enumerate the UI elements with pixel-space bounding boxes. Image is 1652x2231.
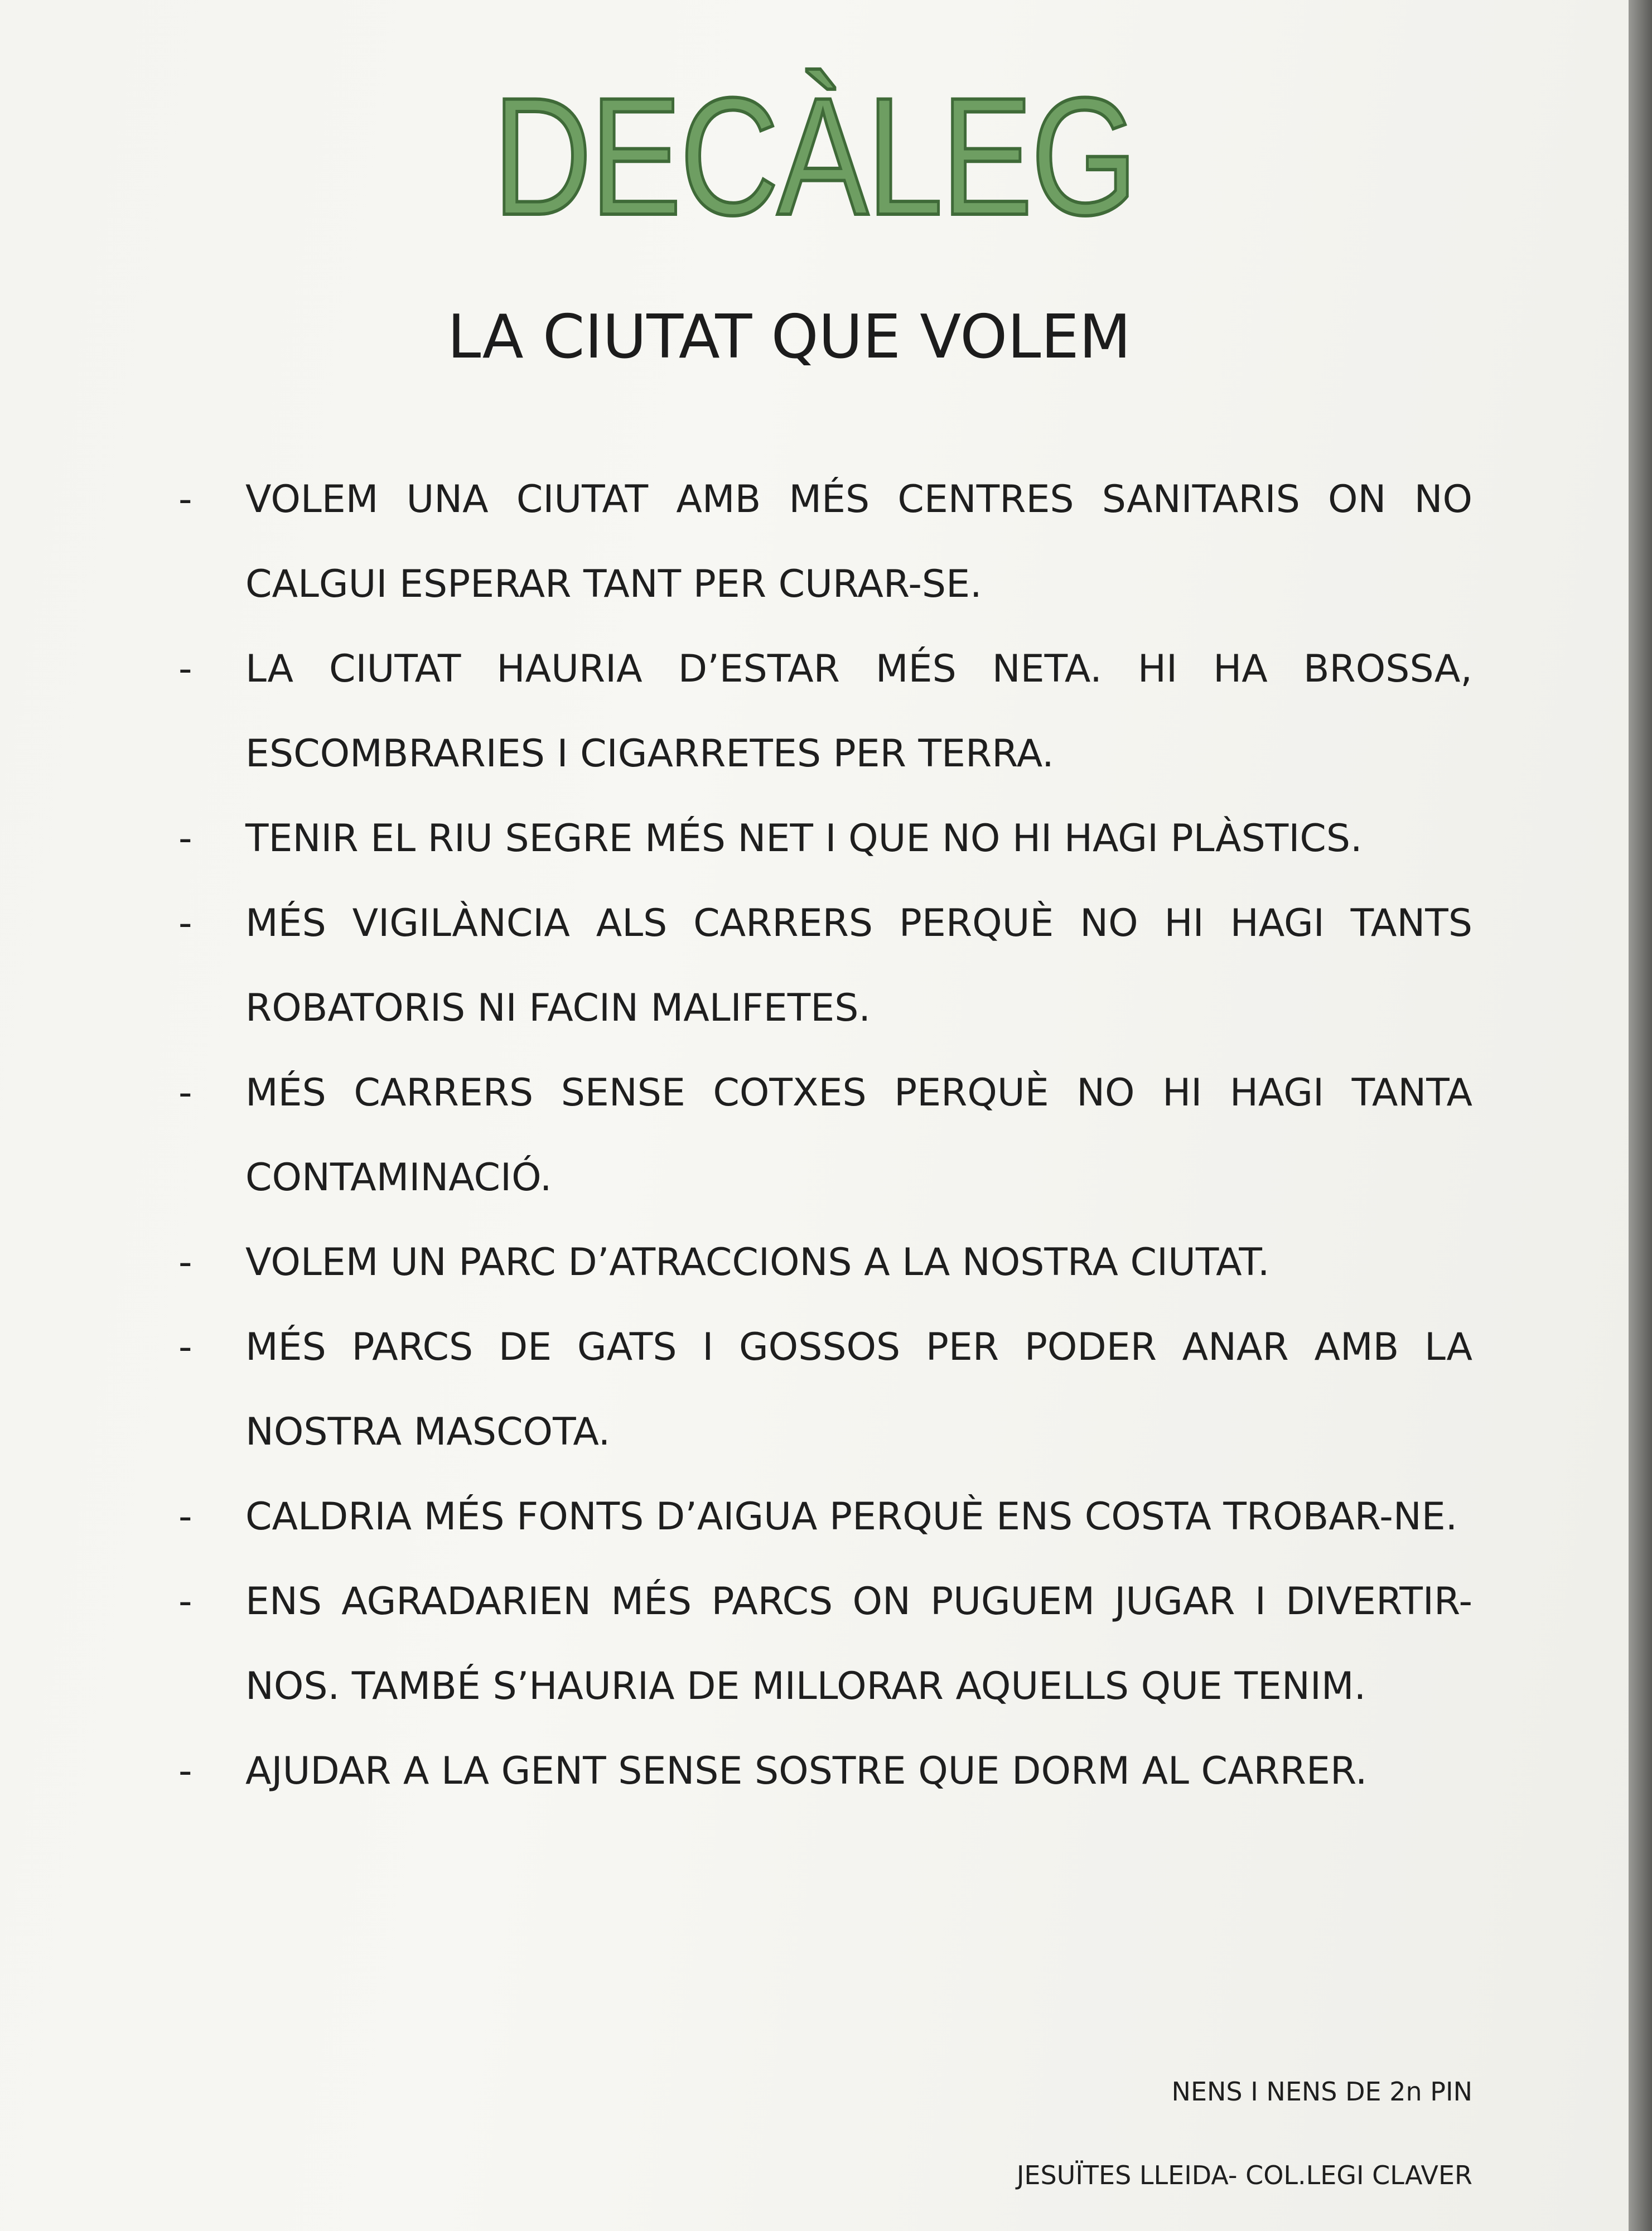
bullet-dash: - — [178, 1580, 192, 1624]
list-item — [173, 796, 1472, 881]
bullet-dash: - — [178, 477, 192, 521]
bullet-dash: - — [178, 817, 192, 861]
list-item — [173, 1220, 1472, 1305]
list-item-text: CALDRIA MÉS FONTS D’AIGUA PERQUÈ ENS COSTA TROBAR-NE. — [245, 1495, 1458, 1539]
list-item-text: MÉS CARRERS SENSE COTXES PERQUÈ NO HI HAGI TANTA CONTAMINACIÓ. — [245, 1071, 1472, 1200]
decalogue-list — [173, 457, 1472, 1814]
bullet-dash: - — [178, 1495, 192, 1539]
list-item-text: MÉS PARCS DE GATS I GOSSOS PER PODER ANAR AMB LA NOSTRA MASCOTA. — [245, 1325, 1472, 1454]
list-item-text: VOLEM UN PARC D’ATRACCIONS A LA NOSTRA CIUTAT. — [245, 1240, 1270, 1284]
document-title: DECÀLEG — [492, 62, 1136, 250]
bullet-dash: - — [178, 647, 192, 691]
list-item — [173, 1051, 1472, 1220]
footer-school: JESUÏTES LLEIDA- COL.LEGI CLAVER — [1016, 2160, 1472, 2190]
bullet-dash: - — [178, 1325, 192, 1369]
footer-authors: NENS I NENS DE 2n PIN — [1171, 2077, 1472, 2107]
list-item — [173, 457, 1472, 627]
list-item-text: ENS AGRADARIEN MÉS PARCS ON PUGUEM JUGAR I DIVERTIR-NOS. TAMBÉ S’HAURIA DE MILLORAR AQUELLS QUE TENIM. — [245, 1580, 1472, 1708]
list-item — [173, 627, 1472, 796]
paper-edge-shadow — [1629, 0, 1652, 2231]
bullet-dash: - — [178, 901, 192, 945]
list-item-text: AJUDAR A LA GENT SENSE SOSTRE QUE DORM AL CARRER. — [245, 1749, 1368, 1793]
document-subtitle: LA CIUTAT QUE VOLEM — [447, 302, 1131, 372]
list-item-text: TENIR EL RIU SEGRE MÉS NET I QUE NO HI HAGI PLÀSTICS. — [245, 817, 1363, 861]
list-item-text: LA CIUTAT HAURIA D’ESTAR MÉS NETA. HI HA BROSSA, ESCOMBRARIES I CIGARRETES PER TERRA. — [245, 647, 1472, 776]
list-item — [173, 881, 1472, 1051]
list-item — [173, 1559, 1472, 1729]
bullet-dash: - — [178, 1749, 192, 1793]
list-item — [173, 1729, 1472, 1814]
bullet-dash: - — [178, 1071, 192, 1115]
bullet-dash: - — [178, 1240, 192, 1284]
list-item — [173, 1475, 1472, 1559]
list-item — [173, 1305, 1472, 1475]
list-item-text: VOLEM UNA CIUTAT AMB MÉS CENTRES SANITARIS ON NO CALGUI ESPERAR TANT PER CURAR-SE. — [245, 477, 1472, 606]
list-item-text: MÉS VIGILÀNCIA ALS CARRERS PERQUÈ NO HI HAGI TANTS ROBATORIS NI FACIN MALIFETES. — [245, 901, 1472, 1030]
